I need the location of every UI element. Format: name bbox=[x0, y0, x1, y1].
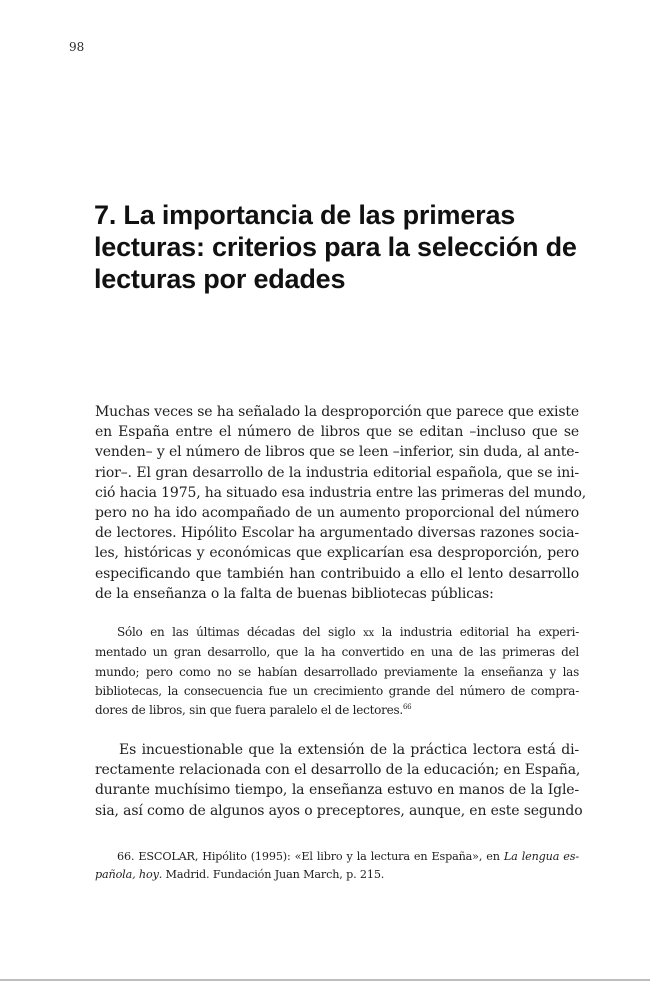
footnote-line bbox=[95, 866, 579, 884]
chapter-title bbox=[94, 199, 577, 295]
page-number: 98 bbox=[69, 40, 85, 54]
text-line: rior–. El gran desarrollo de la industria editorial española, que se ini- bbox=[95, 464, 579, 481]
text-line: les, históricas y económicas que explicarían esa desproporción, pero bbox=[95, 545, 579, 562]
footnote-text: . Madrid. Fundación Juan March, p. 215. bbox=[158, 868, 385, 881]
body-paragraph-2 bbox=[95, 740, 583, 821]
body-paragraph-1 bbox=[95, 402, 587, 604]
quote-line: mundo; pero como no se habían desarrollado previamente la enseñanza y las bbox=[95, 664, 579, 679]
chapter-title-line: 7. La importancia de las primeras bbox=[94, 200, 516, 230]
quote-line bbox=[95, 701, 579, 720]
footnote-line bbox=[95, 848, 579, 866]
text-line: en España entre el número de libros que se editan –incluso que se bbox=[95, 424, 579, 441]
page-bottom-edge bbox=[0, 979, 650, 981]
footnote-book-title: La lengua es- bbox=[503, 850, 579, 863]
chapter-title-line: lecturas: criterios para la selección de bbox=[94, 232, 577, 262]
chapter-title-line: lecturas por edades bbox=[94, 264, 346, 294]
text-line: Muchas veces se ha señalado la desproporción que parece que existe bbox=[95, 404, 579, 420]
text-line: pero no ha ido acompañado de un aumento proporcional del número bbox=[95, 505, 579, 522]
text-line: de lectores. Hipólito Escolar ha argumentado diversas razones socia- bbox=[95, 525, 579, 542]
quote-line: mentado un gran desarrollo, que la ha convertido en una de las primeras del bbox=[95, 645, 579, 660]
footnote-text: 66. ESCOLAR, Hipólito (1995): «El libro y la lectura en España», en bbox=[117, 850, 504, 863]
text-line: sia, así como de algunos ayos o preceptores, aunque, en este segundo bbox=[95, 802, 583, 819]
text-line: durante muchísimo tiempo, la enseñanza estuvo en manos de la Igle- bbox=[95, 782, 579, 799]
quote-line: bibliotecas, la consecuencia fue un crecimiento grande del número de compra- bbox=[95, 683, 579, 698]
text-line: rectamente relacionada con el desarrollo de la educación; en España, bbox=[95, 762, 581, 779]
text-line: Es incuestionable que la extensión de la práctica lectora está di- bbox=[119, 742, 579, 758]
quote-line bbox=[95, 623, 579, 643]
footnote bbox=[95, 848, 579, 884]
text-line: ció hacia 1975, ha situado esa industria entre las primeras del mundo, bbox=[95, 484, 587, 501]
text-line: venden– y el número de libros que se leen –inferior, sin duda, al ante- bbox=[95, 444, 579, 461]
quote-text: Sólo en las últimas décadas del siglo bbox=[117, 625, 364, 639]
text-line: de la enseñanza o la falta de buenas bibliotecas públicas: bbox=[95, 585, 494, 602]
quote-text: dores de libros, sin que fuera paralelo el de lectores. bbox=[95, 703, 403, 718]
century-numeral: xx bbox=[363, 628, 374, 639]
text-line: especificando que también han contribuido a ello el lento desarrollo bbox=[95, 565, 579, 582]
footnote-book-title: pañola, hoy bbox=[95, 868, 159, 881]
block-quote bbox=[95, 623, 579, 720]
footnote-reference[interactable]: 66 bbox=[402, 703, 412, 712]
quote-text: la industria editorial ha experi- bbox=[373, 625, 579, 639]
